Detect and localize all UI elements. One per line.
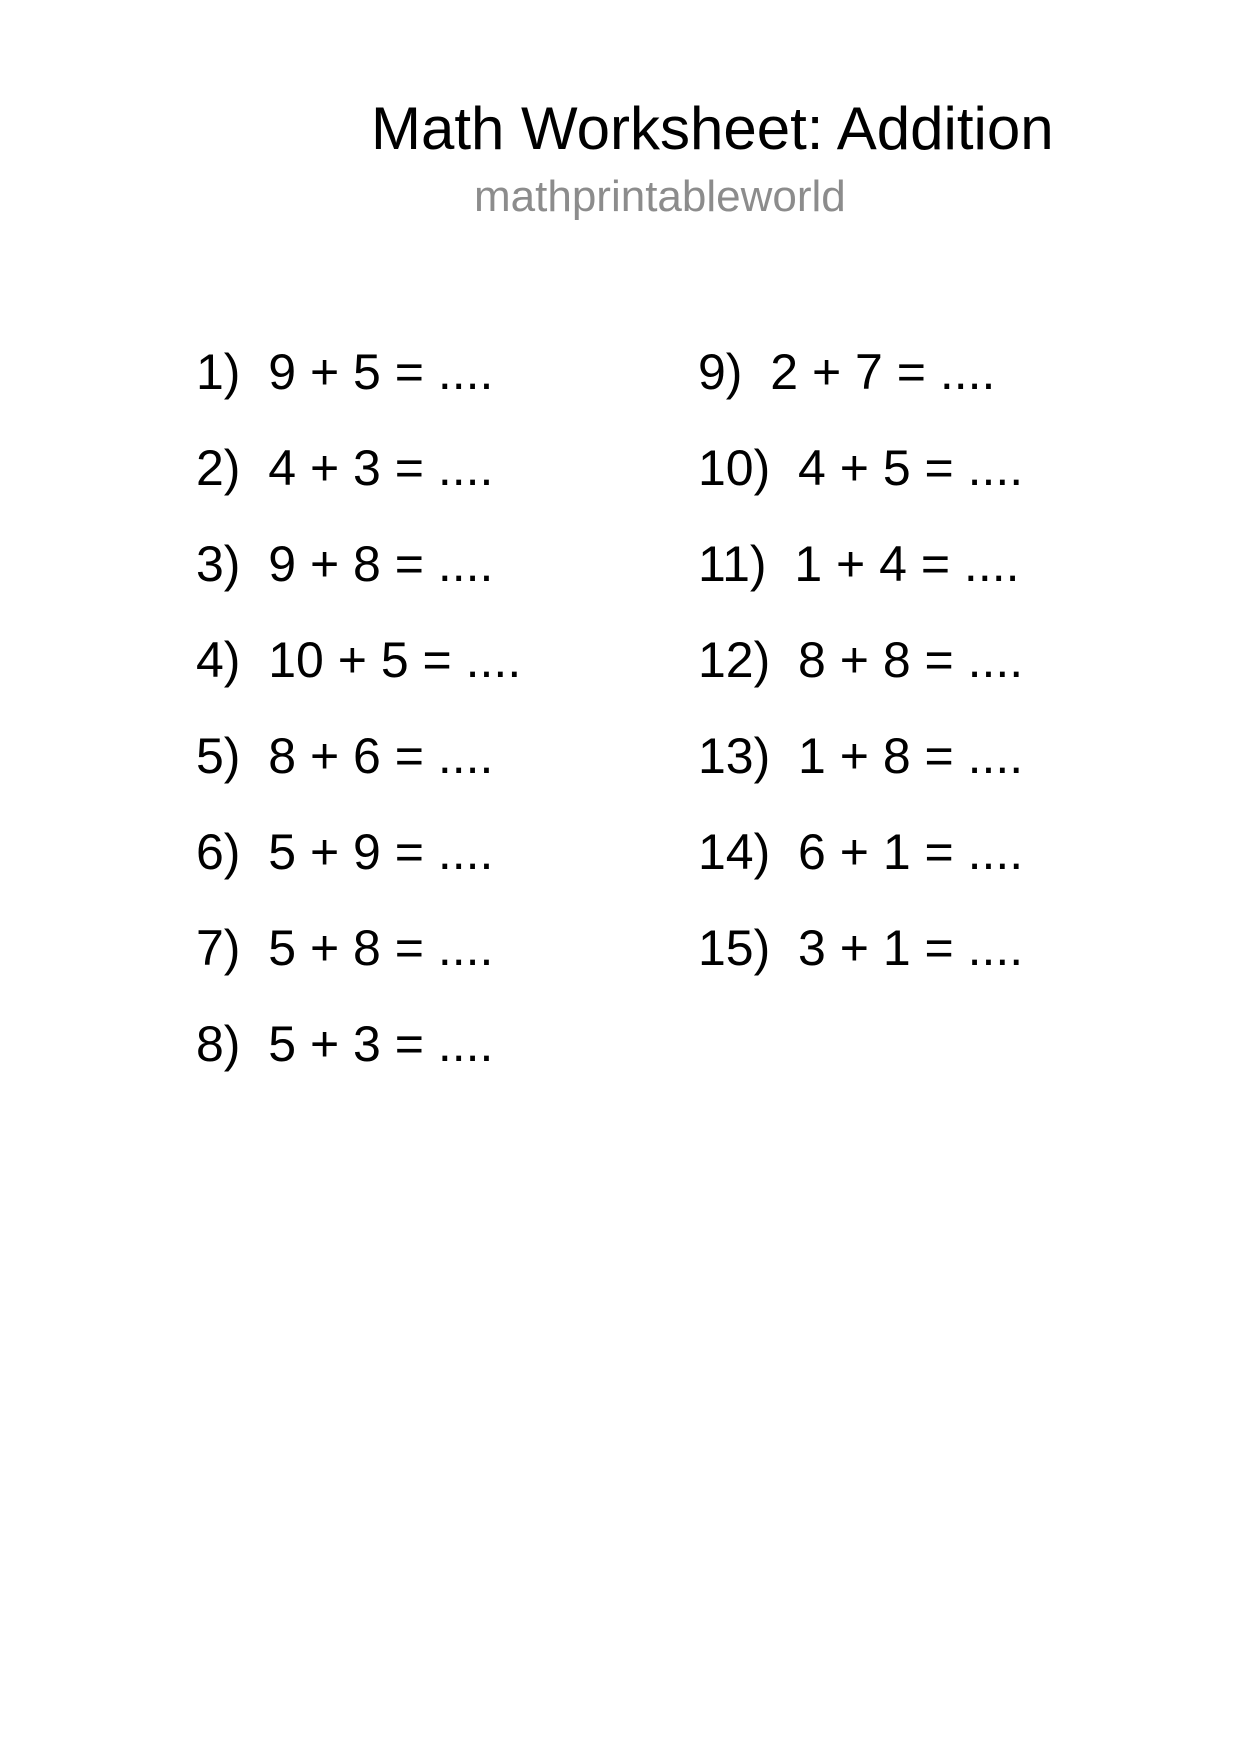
problem-row — [196, 344, 521, 440]
problem-row — [698, 824, 1023, 920]
problem-expression: 5 + 9 = .... — [240, 824, 494, 880]
problem-row — [698, 440, 1023, 536]
problem-row — [698, 536, 1023, 632]
problem-expression: 8 + 6 = .... — [240, 728, 494, 784]
problem-expression: 9 + 5 = .... — [240, 344, 494, 400]
problem-expression: 8 + 8 = .... — [770, 632, 1024, 688]
problem-row — [196, 824, 521, 920]
problem-number: 8) — [196, 1016, 241, 1072]
problem-expression: 10 + 5 = .... — [240, 632, 522, 688]
problem-expression: 1 + 4 = .... — [766, 536, 1020, 592]
problem-number: 11) — [698, 536, 767, 592]
problem-expression: 5 + 8 = .... — [240, 920, 494, 976]
problem-expression: 1 + 8 = .... — [770, 728, 1024, 784]
problem-number: 5) — [196, 728, 241, 784]
problem-number: 1) — [196, 344, 241, 400]
page-subtitle: mathprintableworld — [474, 172, 846, 221]
problem-row — [698, 920, 1023, 1016]
problem-number: 12) — [698, 632, 771, 688]
problem-number: 4) — [196, 632, 241, 688]
problems-column-left — [196, 344, 521, 1112]
problem-number: 3) — [196, 536, 241, 592]
problem-row — [196, 440, 521, 536]
problem-number: 9) — [698, 344, 743, 400]
problem-row — [196, 1016, 521, 1112]
problem-row — [698, 344, 1023, 440]
problem-row — [196, 728, 521, 824]
problem-row — [196, 536, 521, 632]
problem-expression: 3 + 1 = .... — [770, 920, 1024, 976]
page-title: Math Worksheet: Addition — [371, 95, 1054, 162]
problem-row — [698, 632, 1023, 728]
problem-number: 6) — [196, 824, 241, 880]
problem-expression: 6 + 1 = .... — [770, 824, 1024, 880]
problem-row — [196, 632, 521, 728]
problem-number: 15) — [698, 920, 771, 976]
problem-number: 10) — [698, 440, 771, 496]
problems-column-right — [698, 344, 1023, 1016]
problem-number: 2) — [196, 440, 241, 496]
problem-row — [698, 728, 1023, 824]
problem-expression: 4 + 5 = .... — [770, 440, 1024, 496]
problem-expression: 5 + 3 = .... — [240, 1016, 494, 1072]
problem-row — [196, 920, 521, 1016]
problem-expression: 4 + 3 = .... — [240, 440, 494, 496]
problem-number: 7) — [196, 920, 241, 976]
problem-number: 13) — [698, 728, 771, 784]
problem-number: 14) — [698, 824, 771, 880]
problem-expression: 2 + 7 = .... — [742, 344, 996, 400]
problem-expression: 9 + 8 = .... — [240, 536, 494, 592]
